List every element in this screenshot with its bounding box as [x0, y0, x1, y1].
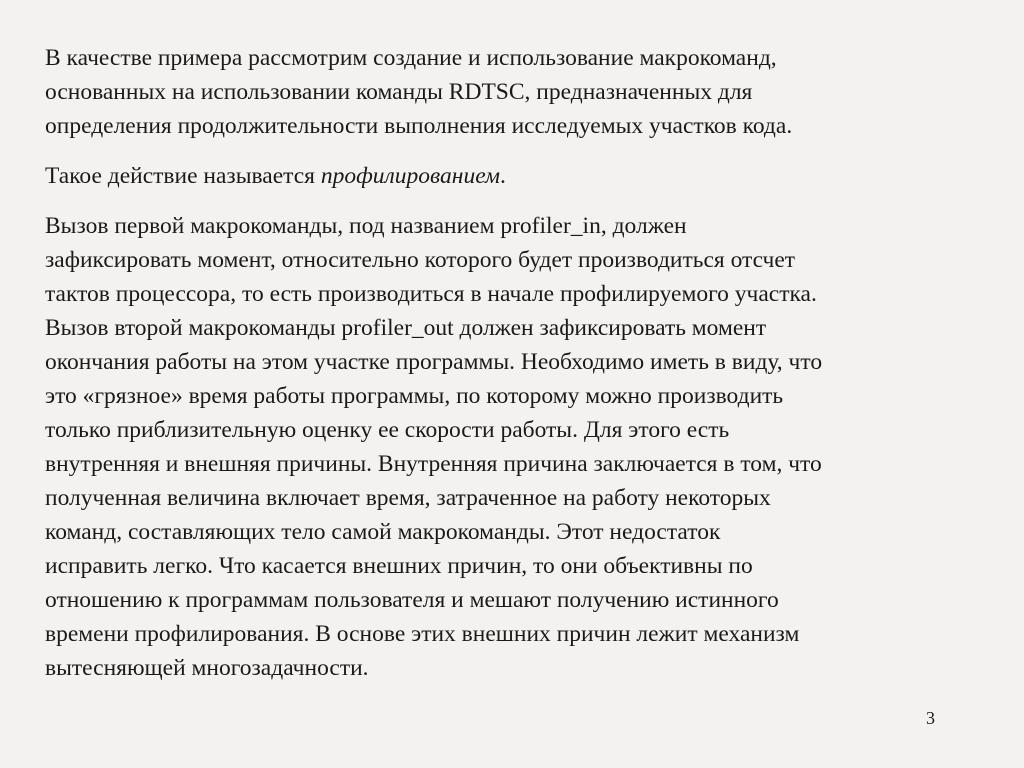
- definition-prefix: Такое действие называется: [45, 163, 321, 189]
- text-line: полученная величина включает время, затраченное на работу некоторых: [45, 485, 771, 511]
- text-line: Вызов первой макрокоманды, под названием profiler_in, должен: [45, 213, 687, 239]
- definition-term: профилированием: [320, 163, 501, 189]
- text-line: Вызов второй макрокоманды profiler_out должен зафиксировать момент: [45, 315, 767, 341]
- text-line: вытесняющей многозадачности.: [45, 655, 369, 681]
- text-line: основанных на использовании команды RDTSC, предназначенных для: [45, 79, 753, 105]
- text-line: отношению к программам пользователя и мешают получению истинного: [45, 587, 779, 613]
- text-line: команд, составляющих тело самой макрокоманды. Этот недостаток: [45, 519, 721, 545]
- text-line: внутренняя и внешняя причины. Внутренняя причина заключается в том, что: [45, 451, 822, 477]
- definition-paragraph: [45, 159, 995, 193]
- text-line: времени профилирования. В основе этих внешних причин лежит механизм: [45, 621, 800, 647]
- text-line: это «грязное» время работы программы, по которому можно производить: [45, 383, 784, 409]
- text-line: исправить легко. Что касается внешних причин, то они объективны по: [45, 553, 753, 579]
- text-line: В качестве примера рассмотрим создание и использование макрокоманд,: [45, 45, 777, 71]
- text-line: зафиксировать момент, относительно которого будет производиться отсчет: [45, 247, 796, 273]
- text-line: только приблизительную оценку ее скорости работы. Для этого есть: [45, 417, 730, 443]
- text-line: тактов процессора, то есть производиться в начале профилируемого участка.: [45, 281, 817, 307]
- text-line: определения продолжительности выполнения исследуемых участков кода.: [45, 113, 793, 139]
- explanation-paragraph: [45, 209, 995, 685]
- slide-body: [45, 41, 995, 685]
- intro-paragraph: [45, 41, 995, 143]
- page-number: 3: [926, 708, 935, 728]
- definition-suffix: .: [500, 163, 506, 189]
- text-line: окончания работы на этом участке программы. Необходимо иметь в виду, что: [45, 349, 823, 375]
